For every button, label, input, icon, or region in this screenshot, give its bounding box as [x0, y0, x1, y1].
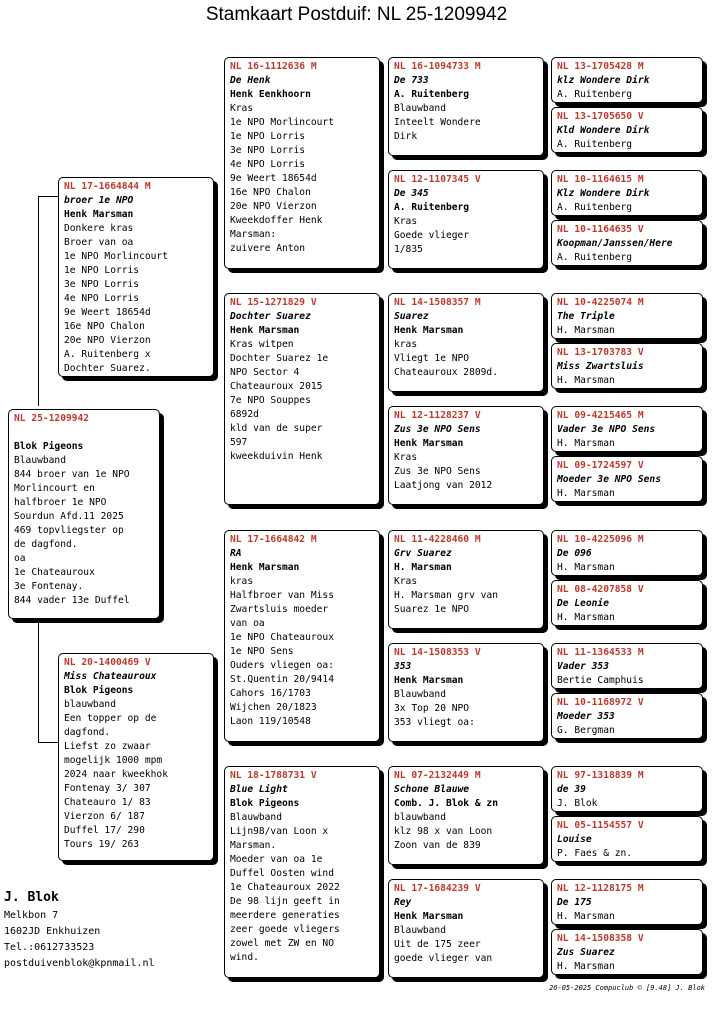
pigeon-name: Moeder 3e NPO Sens — [557, 474, 661, 485]
info-line: De 98 lijn geeft in — [230, 896, 340, 907]
info-line: Kras — [394, 452, 418, 463]
info-line: Een topper op de — [64, 713, 157, 724]
info-line: Chateauro 1/ 83 — [64, 797, 151, 808]
info-line: 1e NPO Morlincourt — [64, 251, 168, 262]
owner-name: H. Marsman — [557, 961, 615, 972]
ring-number: NL 13-1703783 V — [557, 347, 644, 358]
ring-number: NL 09-4215465 M — [557, 410, 644, 421]
ring-number: NL 09-1724597 V — [557, 460, 644, 471]
info-line: 1e NPO Lorris — [230, 131, 306, 142]
info-line: Halfbroer van Miss — [230, 590, 334, 601]
info-line: Dochter Suarez 1e — [230, 353, 329, 364]
owner-name: Henk Marsman — [394, 438, 464, 449]
info-line: 1e Chateauroux 2022 — [230, 882, 340, 893]
info-line: Kras witpen — [230, 339, 294, 350]
pigeon-name: Dochter Suarez — [230, 311, 311, 322]
info-line: 1/835 — [394, 244, 423, 255]
info-line: 597 — [230, 437, 248, 448]
info-line: St.Quentin 20/9414 — [230, 674, 334, 685]
owner-name: Henk Marsman — [64, 209, 134, 220]
pigeon-name: RA — [230, 548, 242, 559]
info-line: van oa — [230, 618, 265, 629]
ring-number: NL 12-1128237 V — [394, 410, 481, 421]
pigeon-name: De 175 — [557, 897, 592, 908]
owner-name: Henk Marsman — [394, 675, 464, 686]
info-line: Uit de 175 zeer — [394, 939, 481, 950]
ring-number: NL 11-1364533 M — [557, 647, 644, 658]
connector-line — [38, 196, 60, 197]
owner-name: A. Ruitenberg — [557, 139, 633, 150]
pigeon-name: Miss Zwartsluis — [557, 361, 644, 372]
info-line: Suarez 1e NPO — [394, 604, 470, 615]
info-line: blauwband — [394, 812, 446, 823]
info-line: Marsman: — [230, 229, 277, 240]
subject-line: 844 broer van 1e NPO — [14, 469, 130, 480]
info-line: Vierzon 6/ 187 — [64, 811, 145, 822]
ring-number: NL 10-4225074 M — [557, 297, 644, 308]
info-line: 1e NPO Chateauroux — [230, 632, 334, 643]
owner-name: Henk Eenkhoorn — [230, 89, 311, 100]
pigeon-name: Grv Suarez — [394, 548, 452, 559]
great-grandparent-card[interactable] — [388, 766, 544, 865]
info-line: Marsman. — [230, 840, 277, 851]
info-line: kras — [230, 576, 254, 587]
pigeon-name: De Leonie — [557, 598, 609, 609]
pigeon-name: Blue Light — [230, 784, 288, 795]
owner-name: Blok Pigeons — [230, 798, 300, 809]
ancestor-card[interactable] — [551, 170, 703, 216]
pigeon-name: Vader 353 — [557, 661, 609, 672]
owner-name: J. Blok — [557, 798, 598, 809]
great-grandparent-card[interactable] — [388, 643, 544, 742]
info-line: 3e NPO Lorris — [64, 279, 140, 290]
subject-line: halfbroer 1e NPO — [14, 497, 107, 508]
pigeon-name: Vader 3e NPO Sens — [557, 424, 656, 435]
info-line: Moeder van oa 1e — [230, 854, 323, 865]
info-line: kras — [394, 339, 418, 350]
pigeon-name: De Henk — [230, 75, 271, 86]
ring-number: NL 11-4228460 M — [394, 534, 481, 545]
subject-line: 3e Fontenay. — [14, 581, 84, 592]
grandparent-card[interactable] — [224, 293, 380, 505]
info-line: kld van de super — [230, 423, 323, 434]
info-line: blauwband — [64, 699, 116, 710]
ring-number: NL 14-1508353 V — [394, 647, 481, 658]
info-line: 9e Weert 18654d — [64, 307, 151, 318]
ring-number: NL 20-1400469 V — [64, 657, 151, 668]
ancestor-card[interactable] — [551, 57, 703, 103]
info-line: Fontenay 3/ 307 — [64, 783, 151, 794]
info-line: 20e NPO Vierzon — [64, 335, 151, 346]
subject-line — [14, 426, 154, 440]
subject-line: Morlincourt en — [14, 483, 95, 494]
info-line: 20e NPO Vierzon — [230, 201, 317, 212]
ring-number: NL 12-1128175 M — [557, 883, 644, 894]
pigeon-name: The Triple — [557, 311, 615, 322]
info-line: Chateauroux 2015 — [230, 381, 323, 392]
ring-number: NL 16-1094733 M — [394, 61, 481, 72]
ancestor-card[interactable] — [551, 766, 703, 812]
great-grandparent-card[interactable] — [388, 170, 544, 269]
ancestor-card[interactable] — [551, 293, 703, 339]
owner-name: A. Ruitenberg — [557, 252, 633, 263]
info-line: Inteelt Wondere — [394, 117, 481, 128]
mother-card[interactable] — [58, 653, 214, 861]
ancestor-card[interactable] — [551, 107, 703, 153]
subject-line: Sourdun Afd.11 2025 — [14, 511, 124, 522]
pigeon-name: Zus Suarez — [557, 947, 615, 958]
pigeon-name: de 39 — [557, 784, 586, 795]
ring-number: NL 08-4207858 V — [557, 584, 644, 595]
info-line: Zwartsluis moeder — [230, 604, 329, 615]
info-line: mogelijk 1000 mpm — [64, 755, 163, 766]
great-grandparent-card[interactable] — [388, 530, 544, 629]
info-line: wind. — [230, 952, 259, 963]
ancestor-card[interactable] — [551, 929, 703, 975]
info-line: Wijchen 20/1823 — [230, 702, 317, 713]
info-line: 6892d — [230, 409, 259, 420]
info-line: Broer van oa — [64, 237, 134, 248]
info-line: 9e Weert 18654d — [230, 173, 317, 184]
info-line: dagfond. — [64, 727, 111, 738]
info-line: Ouders vliegen oa: — [230, 660, 334, 671]
ring-number: NL 17-1684239 V — [394, 883, 481, 894]
father-card[interactable] — [58, 177, 214, 377]
connector-line — [38, 742, 60, 743]
info-line: 3x Top 20 NPO — [394, 703, 470, 714]
ring-number: NL 17-1664842 M — [230, 534, 317, 545]
breeder-name: J. Blok — [4, 890, 59, 905]
info-line: Lijn98/van Loon x — [230, 826, 329, 837]
subject-line: 1e Chateauroux — [14, 567, 95, 578]
owner-name: Blok Pigeons — [64, 685, 134, 696]
info-line: zuivere Anton — [230, 243, 306, 254]
great-grandparent-card[interactable] — [388, 293, 544, 392]
info-line: Blauwband — [394, 689, 446, 700]
info-line: A. Ruitenberg x — [64, 349, 151, 360]
pigeon-name: Rey — [394, 897, 412, 908]
ancestor-card[interactable] — [551, 406, 703, 452]
info-line: Donkere kras — [64, 223, 134, 234]
owner-name: A. Ruitenberg — [557, 202, 633, 213]
great-grandparent-card[interactable] — [388, 879, 544, 978]
info-line: 353 vliegt oa: — [394, 717, 475, 728]
breeder-address: Melkbon 7 — [4, 910, 59, 921]
owner-name: Comb. J. Blok & zn — [394, 798, 498, 809]
great-grandparent-card[interactable] — [388, 57, 544, 156]
owner-name: A. Ruitenberg — [557, 89, 633, 100]
info-line: 1e NPO Sens — [230, 646, 294, 657]
info-line: Kras — [394, 576, 418, 587]
info-line: Goede vlieger — [394, 230, 470, 241]
info-line: Kweekdoffer Henk — [230, 215, 323, 226]
info-line: Dirk — [394, 131, 418, 142]
info-line: Tours 19/ 263 — [64, 839, 140, 850]
pigeon-name: Klz Wondere Dirk — [557, 188, 650, 199]
info-line: zeer goede vliegers — [230, 924, 340, 935]
info-line: Cahors 16/1703 — [230, 688, 311, 699]
ring-number: NL 13-1705650 V — [557, 111, 644, 122]
info-line: Kras — [394, 216, 418, 227]
ancestor-card[interactable] — [551, 343, 703, 389]
owner-name: H. Marsman — [394, 562, 452, 573]
ring-number: NL 05-1154557 V — [557, 820, 644, 831]
subject-line: 469 topvliegster op — [14, 525, 124, 536]
info-line: Zoon van de 839 — [394, 840, 481, 851]
great-grandparent-card[interactable] — [388, 406, 544, 505]
pigeon-name: broer 1e NPO — [64, 195, 134, 206]
pigeon-name: De 733 — [394, 75, 429, 86]
ancestor-card[interactable] — [551, 879, 703, 925]
info-line: Blauwband — [394, 103, 446, 114]
info-line: Laon 119/10548 — [230, 716, 311, 727]
owner-name: Henk Marsman — [394, 325, 464, 336]
ring-number: NL 10-1164615 M — [557, 174, 644, 185]
print-credit: 26-05-2025 Compuclub © [9.48] J. Blok — [549, 984, 705, 992]
ring-number: NL 10-4225096 M — [557, 534, 644, 545]
owner-name: H. Marsman — [557, 562, 615, 573]
owner-name: H. Marsman — [557, 911, 615, 922]
info-line: Laatjong van 2012 — [394, 480, 493, 491]
info-line: kweekduivin Henk — [230, 451, 323, 462]
pigeon-name: Suarez — [394, 311, 429, 322]
owner-name: H. Marsman — [557, 438, 615, 449]
info-line: 4e NPO Lorris — [230, 159, 306, 170]
ring-number: NL 13-1705428 M — [557, 61, 644, 72]
info-line: klz 98 x van Loon — [394, 826, 493, 837]
pigeon-name: De 345 — [394, 188, 429, 199]
breeder-city: 1602JD Enkhuizen — [4, 926, 101, 937]
ring-number: NL 17-1664844 M — [64, 181, 151, 192]
info-line: 1e NPO Lorris — [64, 265, 140, 276]
info-line: meerdere generaties — [230, 910, 340, 921]
ring-number: NL 10-1168972 V — [557, 697, 644, 708]
owner-name: Henk Marsman — [230, 325, 300, 336]
owner-name: A. Ruitenberg — [394, 89, 470, 100]
info-line: 2024 naar kweekhok — [64, 769, 168, 780]
grandparent-card[interactable] — [224, 530, 380, 742]
grandparent-card[interactable] — [224, 766, 380, 978]
pigeon-name: Koopman/Janssen/Here — [557, 238, 673, 249]
ancestor-card[interactable] — [551, 580, 703, 626]
ring-number: NL 10-1164635 V — [557, 224, 644, 235]
ancestor-card[interactable] — [551, 530, 703, 576]
info-line: 4e NPO Lorris — [64, 293, 140, 304]
subject-line: 844 vader 13e Duffel — [14, 595, 130, 606]
info-line: 16e NPO Chalon — [64, 321, 145, 332]
grandparent-card[interactable] — [224, 57, 380, 269]
info-line: NPO Sector 4 — [230, 367, 300, 378]
ring-number: NL 14-1508357 M — [394, 297, 481, 308]
info-line: zowel met ZW en NO — [230, 938, 334, 949]
owner-name: Henk Marsman — [394, 911, 464, 922]
info-line: Dochter Suarez. — [64, 363, 151, 374]
page-title: Stamkaart Postduif: NL 25-1209942 — [205, 4, 508, 25]
subject-line: Blauwband — [14, 455, 66, 466]
info-line: Chateauroux 2809d. — [394, 367, 498, 378]
connector-line — [38, 196, 39, 406]
ancestor-card[interactable] — [551, 816, 703, 862]
breeder-email: postduivenblok@kpnmail.nl — [4, 958, 155, 969]
owner-name: Bertie Camphuis — [557, 675, 644, 686]
info-line: Blauwband — [230, 812, 282, 823]
owner-name: H. Marsman — [557, 612, 615, 623]
ring-number: NL 16-1112636 M — [230, 61, 317, 72]
info-line: goede vlieger van — [394, 953, 493, 964]
ancestor-card[interactable] — [551, 643, 703, 689]
pigeon-name: De 096 — [557, 548, 592, 559]
owner-name: Henk Marsman — [230, 562, 300, 573]
connector-line — [38, 620, 39, 742]
ring-number: NL 12-1107345 V — [394, 174, 481, 185]
info-line: Blauwband — [394, 925, 446, 936]
owner-name: G. Bergman — [557, 725, 615, 736]
owner-name: A. Ruitenberg — [394, 202, 470, 213]
ring-number: NL 14-1508358 V — [557, 933, 644, 944]
pigeon-name: Louise — [557, 834, 592, 845]
ring-number: NL 15-1271829 V — [230, 297, 317, 308]
info-line: Liefst zo zwaar — [64, 741, 151, 752]
pigeon-name: Schone Blauwe — [394, 784, 470, 795]
subject-line: oa — [14, 553, 26, 564]
info-line: 3e NPO Lorris — [230, 145, 306, 156]
pigeon-name: Miss Chateauroux — [64, 671, 157, 682]
owner-name: P. Faes & zn. — [557, 848, 633, 859]
ring-number: NL 07-2132449 M — [394, 770, 481, 781]
pigeon-name: Kld Wondere Dirk — [557, 125, 650, 136]
info-line: Vliegt 1e NPO — [394, 353, 470, 364]
ring-number: NL 18-1788731 V — [230, 770, 317, 781]
pigeon-name: Moeder 353 — [557, 711, 615, 722]
info-line: Duffel Oosten wind — [230, 868, 334, 879]
ancestor-card[interactable] — [551, 220, 703, 266]
ancestor-card[interactable] — [551, 456, 703, 502]
owner-name: H. Marsman — [557, 488, 615, 499]
info-line: Kras — [230, 103, 254, 114]
ring-number: NL 97-1318839 M — [557, 770, 644, 781]
info-line: Duffel 17/ 290 — [64, 825, 145, 836]
subject-card[interactable] — [8, 409, 160, 619]
ring-number: NL 25-1209942 — [14, 413, 90, 424]
owner-name: H. Marsman — [557, 375, 615, 386]
pigeon-name: klz Wondere Dirk — [557, 75, 650, 86]
info-line: 7e NPO Souppes — [230, 395, 311, 406]
info-line: H. Marsman grv van — [394, 590, 498, 601]
info-line: Zus 3e NPO Sens — [394, 466, 481, 477]
pigeon-name: Zus 3e NPO Sens — [394, 424, 481, 435]
pigeon-name: 353 — [394, 661, 412, 672]
breeder-phone: Tel.:0612733523 — [4, 942, 95, 953]
breeder-info — [4, 888, 155, 972]
info-line: 16e NPO Chalon — [230, 187, 311, 198]
info-line: 1e NPO Morlincourt — [230, 117, 334, 128]
subject-owner: Blok Pigeons — [14, 441, 84, 452]
subject-line: de dagfond. — [14, 539, 78, 550]
ancestor-card[interactable] — [551, 693, 703, 739]
owner-name: H. Marsman — [557, 325, 615, 336]
